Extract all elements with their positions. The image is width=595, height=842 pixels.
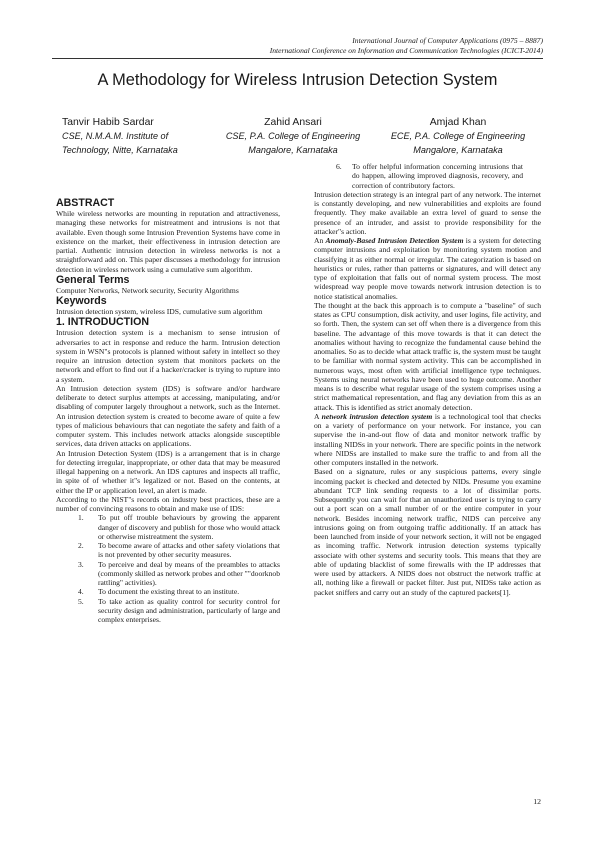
list-text: To offer helpful information concerning intrusions that do happen, allowing improved diagnosis, recovery, and correction of contributory factors. — [352, 162, 523, 190]
paragraph-text: is a system for detecting computer intrusions and exploitation by monitoring system motion and classifying it as either normal or irregular. The categorization is based on heuristics or rules, rather than patterns or signatures, and will detect any type of exploitation that falls out of normal system process. The most widespread way people move towards network intrusion detection is to notice statistical anomalies. — [314, 236, 542, 301]
author-affiliation: ECE, P.A. College of Engineering Mangalore, Karnataka — [390, 131, 526, 155]
list-number: 5. — [78, 596, 84, 606]
paper-title: A Methodology for Wireless Intrusion Detection System — [97, 71, 498, 89]
author-name: Amjad Khan — [429, 117, 487, 128]
intro-paragraph: An Intrusion Detection System (IDS) is a arrangement that is in charge for detecting irregular, inappropriate, or other data that may be measured illegal happening on a network. An IDS captures and inspects all traffic, in spite of of whether it"s legalized or not. Based on the contents, at either the IP or application level, an alert is made. — [56, 448, 280, 495]
list-text: To take action as quality control for security control for security design and administration, particularly of large and complex enterprises. — [98, 596, 280, 624]
general-terms-text: Computer Networks, Network security, Security Algorithms — [56, 285, 239, 295]
body-paragraph: Based on a signature, rules or any suspicious patterns, every single incoming packet is checked and detected by NIDs. Presume you examine abundant TCP link sending requests to a lot of dissimilar ports. Subsequently you can wait for that an unauthorized user is trying to carry out a port scan on a small number of or the entire computer in your network. Besides incoming network traffic, NIDS can perceive any intrusions going on from outgoing traffic additionally. If an attack has been launched from inside of your network section, it will not be engaged as incoming traffic. Network intrusion detection systems typically associate with other systems and security tools. This means that they are able of updating blacklist of some firewalls with the IP addresses that were used by attackers. A NIDS does not obstruct the network traffic at all, nothing like a firewall or packet filter. Just put, NIDSs take action as packet sniffers and carry out an study of the captured packets[1]. — [314, 467, 541, 597]
defined-term: network intrusion detection system — [321, 411, 433, 421]
list-text: To put off trouble behaviours by growing the apparent danger of discovery and publish for those who would attack or otherwise mistreatment the system. — [98, 513, 280, 541]
intro-paragraph: An Intrusion detection system (IDS) is software and/or hardware deliberate to detect surplus attempts at accessing, manipulating, and/or disabling of computer largely throughout a network, such as the Internet. An intrusion detection system is created to become aware of quite a few types of malicious behaviours that can negotiate the safety and faith of a computer system. This includes network attacks alongside susceptible services, data driven attacks on applications. — [56, 383, 280, 449]
body-paragraph: Intrusion detection strategy is an integral part of any network. The internet is constantly developing, and new vulnerabilities and exploits are found frequently. They make available an extra level of guard to sense the presence of an intruder, and assist to provide responsibility for the attacker"s action. — [314, 189, 541, 236]
reasons-list-continued — [314, 162, 541, 190]
author-name: Zahid Ansari — [264, 117, 322, 128]
right-column — [314, 162, 541, 597]
body-paragraph: The thought at the back this approach is to compute a "baseline" of such states as CPU consumption, disk activity, and user logins, file activity, and so forth. Then, the system can set off when there is a divergence from this baseline. The advantage of this move towards is that it can detect the anomalies without having to recognize the fundamental cause behind the anomalies. So as to decide what attack traffic is, the system must be taught to be familiar with normal system activity. This can be accomplished in numerous ways, most often with artificial intelligence type techniques. Systems using neural networks have been used to huge outcome. Another means is to describe what regular usage of the system comprises using a strict mathematical representation, and flag any deviation from this as an attack. This is identified as strict anomaly detection. — [314, 300, 541, 412]
author-3 — [378, 116, 538, 157]
intro-paragraph: According to the NIST"s records on industry best practices, these are a number of convincing reasons to obtain and make use of IDS: — [56, 494, 280, 513]
body-paragraph — [314, 412, 541, 468]
introduction-heading: 1. INTRODUCTION — [56, 316, 149, 329]
list-text: To document the existing threat to an institute. — [98, 587, 240, 597]
list-number: 2. — [78, 541, 84, 550]
list-item — [314, 162, 541, 190]
author-name: Tanvir Habib Sardar — [62, 117, 154, 128]
list-text: To perceive and deal by means of the preambles to attacks (commonly skilled as network probes and other ""doorknob rattling" activities). — [98, 559, 280, 587]
list-number: 1. — [78, 513, 84, 523]
paragraph-lead: An — [314, 236, 324, 245]
list-number: 3. — [78, 559, 84, 569]
author-affiliation: CSE, N.M.A.M. Institute of Technology, Nitte, Karnataka — [62, 131, 178, 155]
header-rule — [52, 58, 543, 59]
journal-line: International Journal of Computer Applications (0975 – 8887) — [352, 36, 543, 45]
list-item — [56, 597, 280, 625]
keywords-heading: Keywords — [56, 295, 107, 307]
defined-term: Anomaly-Based Intrusion Detection System — [325, 236, 464, 245]
conference-line: International Conference on Information and Communication Technologies (ICICT-2014) — [269, 46, 543, 55]
page-number: 12 — [533, 797, 541, 806]
author-2 — [208, 116, 378, 157]
list-item — [56, 513, 280, 541]
paragraph-text: is a technological tool that checks on a variety of performance on your network. For instance, you can supervise the in-and-out flow of data and monitor network traffic by installing NIDSs in your network. There are specific points in the network where NIDSs are installed to make sure the traffic to and from all the other computers installed in the network. — [314, 411, 541, 467]
reasons-list — [56, 513, 280, 624]
body-paragraph — [314, 236, 541, 301]
general-terms-heading: General Terms — [56, 273, 130, 286]
paragraph-lead: A — [314, 411, 320, 421]
list-number: 4. — [78, 587, 84, 597]
author-affiliation: CSE, P.A. College of Engineering Mangalore, Karnataka — [225, 131, 361, 155]
abstract-text: While wireless networks are mounting in reputation and attractiveness, managing these networks for mistreatment and intrusions is not that available. Even though some Intrusion Prevention Systems have come in existence on the market, their effectiveness in intrusion detection are partial. Authentic intrusion detection in wireless networks is not a straightforward add on. This paper discusses a methodology for intrusion detection in wireless network using a cumulative sum algorithm. — [56, 209, 280, 274]
list-text: To become aware of attacks and other safety violations that is not prevented by other security measures. — [98, 541, 280, 560]
keywords-text: Intrusion detection system, wireless IDS, cumulative sum algorithm — [56, 307, 263, 316]
list-item — [56, 541, 280, 560]
list-number: 6. — [336, 162, 342, 171]
author-1 — [62, 116, 212, 157]
left-column — [56, 197, 280, 624]
list-item — [56, 560, 280, 588]
abstract-heading: ABSTRACT — [56, 197, 115, 209]
list-item — [56, 587, 280, 596]
intro-paragraph: Intrusion detection system is a mechanism to sense intrusion of adversaries to act in response and reduce the harm. Intrusion detection system in WSN"s protocols is planned without safety in intellect so they require an intrusion detection system that monitors packets on the network and effort to find out if a hacker/cracker is trying to rupture into a system. — [56, 328, 280, 384]
running-header — [270, 36, 543, 56]
